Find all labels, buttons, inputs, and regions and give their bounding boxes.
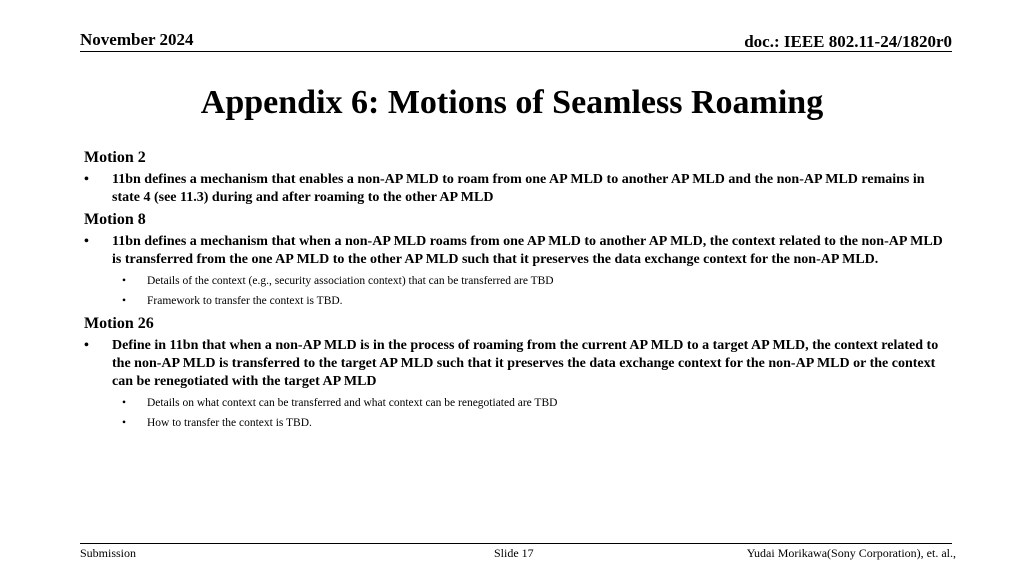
slide-title: Appendix 6: Motions of Seamless Roaming [200,84,824,121]
slide-body [84,147,954,435]
bullet-icon: • [122,417,127,429]
footer-submission: Submission [80,546,137,560]
bullet-icon: • [122,275,127,287]
motion-heading: Motion 2 [84,149,146,166]
motion-bullet [84,337,954,391]
sub-bullet-text: How to transfer the context is TBD. [147,417,312,429]
sub-bullet-text: Details of the context (e.g., security association context) that can be transferred are TBD [147,275,554,287]
sub-bullet [84,415,954,431]
bullet-icon: • [84,338,89,353]
motion-heading: Motion 26 [84,315,154,332]
bullet-icon: • [84,172,89,187]
footer-rule [80,543,952,544]
motion-bullet [84,171,954,207]
motion-heading: Motion 8 [84,211,146,228]
header-doc-id: doc.: IEEE 802.11-24/1820r0 [744,32,952,51]
header-rule [80,51,952,52]
header-date: November 2024 [80,30,194,49]
bullet-icon: • [122,397,127,409]
sub-bullet [84,273,954,289]
bullet-icon: • [84,234,89,249]
bullet-text: 11bn defines a mechanism that when a non-AP MLD roams from one AP MLD to another AP MLD, the context related to the non-AP MLD is transferred from the one AP MLD to the other AP MLD such that it preserves the data exchange context for the non-AP MLD. [112,234,943,267]
footer-author: Yudai Morikawa(Sony Corporation), et. al., [746,546,956,560]
sub-bullet [84,293,954,309]
footer-slide-number: Slide 17 [494,546,534,560]
sub-bullet-text: Details on what context can be transferred and what context can be renegotiated are TBD [147,397,558,409]
bullet-text: Define in 11bn that when a non-AP MLD is in the process of roaming from the current AP MLD to a target AP MLD, the context related to the non-AP MLD is transferred to the target AP MLD such that it preserves the data exchange context for the non-AP MLD or the context can be renegotiated with the target AP MLD [112,338,939,389]
sub-bullet [84,395,954,411]
sub-bullet-text: Framework to transfer the context is TBD. [147,295,343,307]
bullet-text: 11bn defines a mechanism that enables a non-AP MLD to roam from one AP MLD to another AP MLD and the non-AP MLD remains in state 4 (see 11.3) during and after roaming to the other AP MLD [112,172,925,205]
bullet-icon: • [122,295,127,307]
motion-bullet [84,233,954,269]
